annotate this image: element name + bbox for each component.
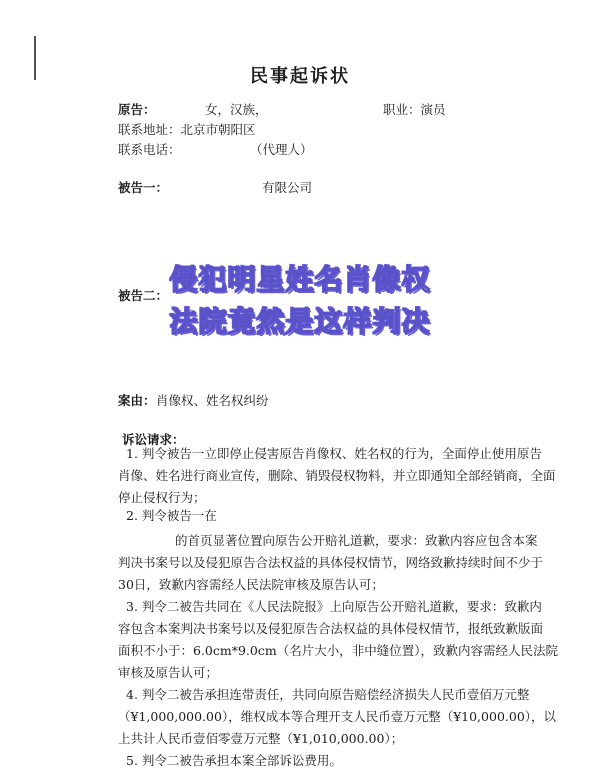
claim-line: 3. 判令二被告共同在《人民法院报》上向原告公开赔礼道歉，要求：致歉内 [126,599,542,614]
plaintiff-occupation: 职业：演员 [383,102,446,117]
cause-text: 肖像权、姓名权纠纷 [156,393,269,408]
plaintiff-phone-note: （代理人） [250,142,313,157]
headline-overlay-line2: 法院竟然是这样判决 [169,305,431,338]
claim-line: 判决书案号以及侵犯原告合法权益的具体侵权情节，网络致歉持续时间不少于 [118,555,544,570]
claims-heading: 诉讼请求： [122,432,185,447]
claim-line: 4. 判令二被告承担连带责任，共同向原告赔偿经济损失人民币壹佰万元整 [126,687,530,702]
claim-line: 肖像、姓名进行商业宣传，删除、销毁侵权物料，并立即通知全部经销商，全面 [118,468,556,483]
defendant1-name: 有限公司 [262,180,313,195]
claim-line: 停止侵权行为； [118,490,206,505]
claim-line: 审核及原告认可； [118,665,219,680]
claim-line: 2. 判令被告一在 [126,508,217,523]
claim-line: 的首页显著位置向原告公开赔礼道歉，要求：致歉内容应包含本案 [175,533,538,548]
plaintiff-address: 联系地址：北京市朝阳区 [118,122,256,137]
claim-line: 1. 判令被告一立即停止侵害原告肖像权、姓名权的行为，全面停止使用原告 [126,446,542,461]
claim-line: 上共计人民币壹佰零壹万元整（¥1,010,000.00）； [118,731,404,746]
defendant2-label: 被告二： [118,288,169,303]
document-title: 民事起诉状 [250,66,350,87]
claim-line: 面积不小于：6.0cm*9.0cm（名片大小，非中缝位置），致歉内容需经人民法院 [118,643,558,658]
cause-label: 案由： [118,393,156,408]
claim-line: 容包含本案判决书案号以及侵犯原告合法权益的具体侵权情节，报纸致歉版面 [118,621,544,636]
defendant1-label: 被告一： [118,180,169,195]
claim-line: 5. 判令二被告承担本案全部诉讼费用。 [126,753,342,768]
claim-line: 30日，致歉内容需经人民法院审核及原告认可； [118,577,384,592]
claim-line: （¥1,000,000.00），维权成本等合理开支人民币壹万元整（¥10,000.00），以 [118,709,557,724]
plaintiff-phone-label: 联系电话： [118,142,181,157]
headline-overlay-line1: 侵犯明星姓名肖像权 [169,263,431,296]
plaintiff-label: 原告： [118,102,156,117]
plaintiff-info: 女，汉族， [205,102,268,117]
